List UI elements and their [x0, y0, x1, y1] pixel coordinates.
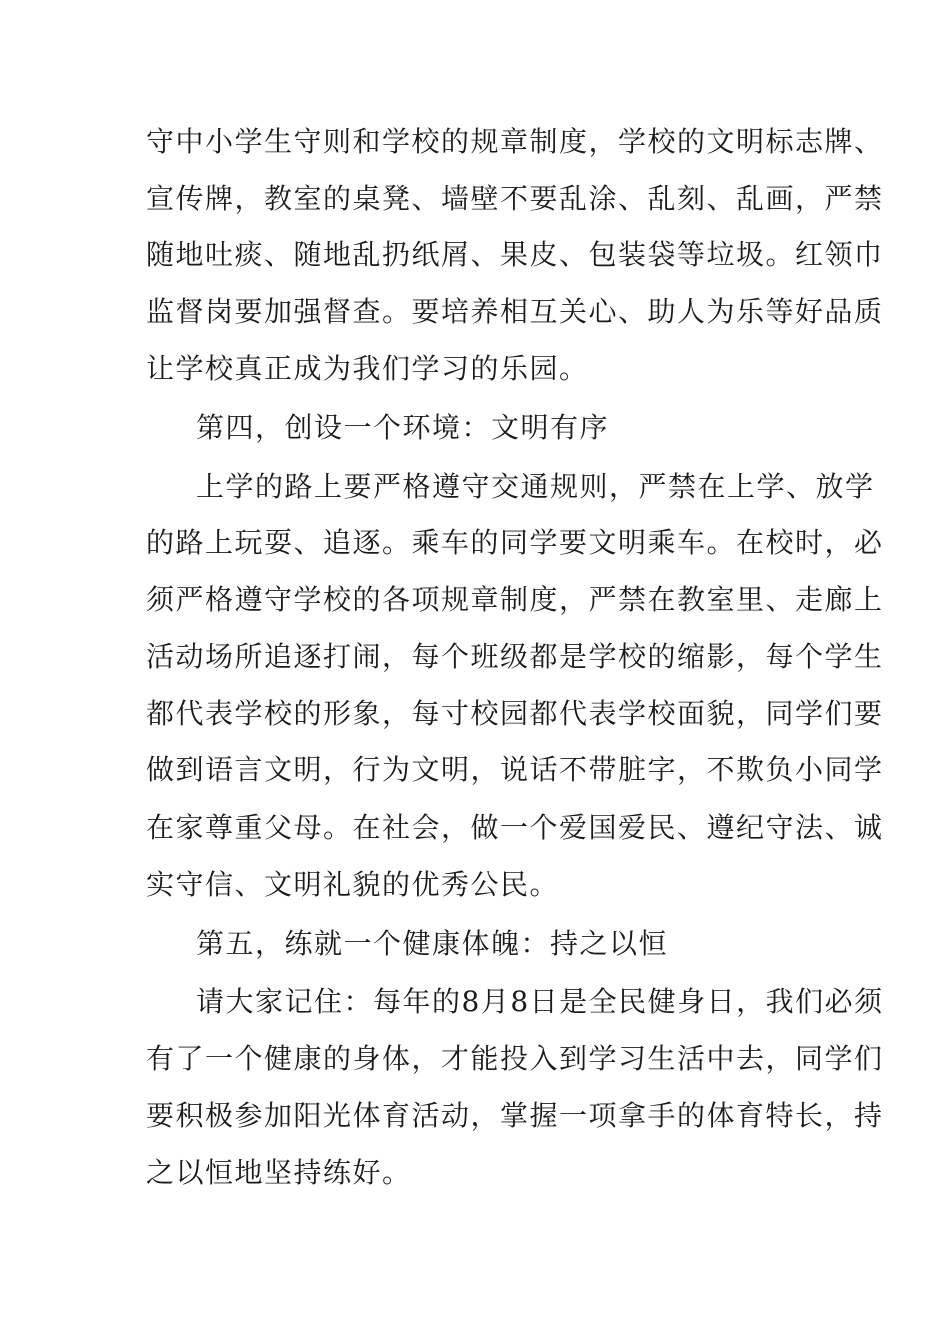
paragraph-line: 之以恒地坚持练好。: [146, 1156, 412, 1189]
paragraph-line: 要积极参加阳光体育活动，掌握一项拿手的体育特长，持: [146, 1099, 884, 1132]
paragraph-line: 都代表学校的形象，每寸校园都代表学校面貌，同学们要: [146, 697, 884, 730]
paragraph-line: 让学校真正成为我们学习的乐园。: [146, 352, 589, 385]
paragraph-line: 做到语言文明，行为文明，说话不带脏字，不欺负小同学: [146, 753, 884, 786]
paragraph-line: 实守信、文明礼貌的优秀公民。: [146, 868, 560, 901]
paragraph-line: 有了一个健康的身体，才能投入到学习生活中去，同学们: [146, 1042, 884, 1075]
paragraph-line: 活动场所追逐打闹，每个班级都是学校的缩影，每个学生: [146, 640, 884, 673]
paragraph-line: 的路上玩耍、追逐。乘车的同学要文明乘车。在校时，必: [146, 526, 884, 559]
paragraph-line: 请大家记住：每年的8月8日是全民健身日，我们必须: [196, 985, 884, 1018]
paragraph-line: 须严格遵守学校的各项规章制度，严禁在教室里、走廊上: [146, 583, 884, 616]
paragraph-line: 监督岗要加强督查。要培养相互关心、助人为乐等好品质: [146, 295, 884, 328]
section-heading: 第四，创设一个环境：文明有序: [196, 411, 610, 444]
section-heading: 第五，练就一个健康体魄：持之以恒: [196, 927, 669, 960]
paragraph-line: 在家尊重父母。在社会，做一个爱国爱民、遵纪守法、诚: [146, 811, 884, 844]
paragraph-line: 宣传牌，教室的桌凳、墙壁不要乱涂、乱刻、乱画，严禁: [146, 182, 884, 215]
paragraph-line: 守中小学生守则和学校的规章制度，学校的文明标志牌、: [146, 125, 884, 158]
paragraph-line: 上学的路上要严格遵守交通规则，严禁在上学、放学: [196, 470, 875, 503]
paragraph-line: 随地吐痰、随地乱扔纸屑、果皮、包装袋等垃圾。红领巾: [146, 238, 884, 271]
